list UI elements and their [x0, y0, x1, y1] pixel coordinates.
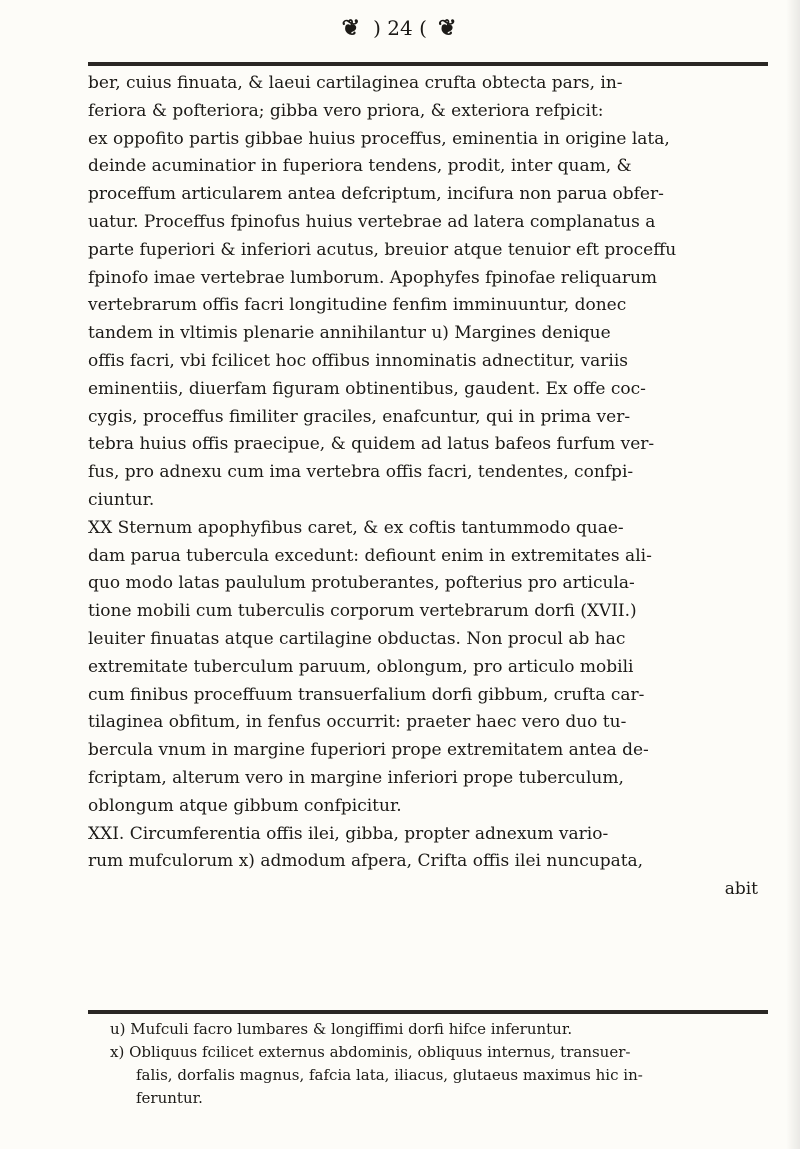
main-text: [88, 70, 778, 904]
text-line: rum mufculorum x) admodum afpera, Crifta offis ilei nuncupata,: [88, 851, 644, 872]
footnote-x-cont: feruntur.: [136, 1089, 203, 1107]
text-line: dam parua tubercula excedunt: defiount enim in extremitates ali-: [88, 545, 652, 566]
text-line: extremitate tuberculum paruum, oblongum, pro articulo mobili: [88, 656, 634, 677]
text-line: ex oppofito partis gibbae huius proceffus, eminentia in origine lata,: [88, 128, 670, 149]
footnotes: [110, 1018, 770, 1110]
text-line: ber, cuius finuata, & laeui cartilaginea crufta obtecta pars, in-: [88, 73, 623, 93]
text-line: quo modo latas paululum protuberantes, pofterius pro articula-: [88, 573, 635, 594]
text-line: proceffum articularem antea defcriptum, incifura non parua obfer-: [88, 184, 664, 205]
left-ornament-icon: ❦: [341, 15, 363, 41]
text-line: eminentiis, diuerfam figuram obtinentibus, gaudent. Ex offe coc-: [88, 378, 646, 399]
text-line: uatur. Proceffus fpinofus huius vertebrae ad latera complanatus a: [88, 211, 656, 232]
text-line: vertebrarum offis facri longitudine fenfim imminuuntur, donec: [88, 295, 627, 316]
text-line: ciuntur.: [88, 489, 155, 510]
footnote-u: u) Mufculi facro lumbares & longiffimi dorfi hifce inferuntur.: [110, 1020, 573, 1038]
text-line: tebra huius offis praecipue, & quidem ad latus bafeos furfum ver-: [88, 434, 655, 455]
section-xxi-line: XXI. Circumferentia offis ilei, gibba, propter adnexum vario-: [88, 823, 609, 844]
section-xx-line: XX Sternum apophyfibus caret, & ex coftis tantummodo quae-: [88, 517, 624, 538]
catchword: abit: [724, 879, 758, 900]
text-line: tilaginea obfitum, in fenfus occurrit: praeter haec vero duo tu-: [88, 712, 627, 733]
right-ornament-icon: ❦: [437, 15, 459, 41]
text-line: offis facri, vbi fcilicet hoc offibus innominatis adnectitur, variis: [88, 350, 629, 371]
footnote-x: x) Obliquus fcilicet externus abdominis, obliquus internus, transuer-: [110, 1043, 631, 1061]
page-number: ) 24 (: [373, 16, 427, 40]
text-line: tandem in vltimis plenarie annihilantur u) Margines denique: [88, 323, 611, 344]
text-line: tione mobili cum tuberculis corporum vertebrarum dorfi (XVII.): [88, 601, 637, 622]
text-line: cygis, proceffus fimiliter graciles, enafcuntur, qui in prima ver-: [88, 406, 631, 427]
text-line: deinde acuminatior in fuperiora tendens, prodit, inter quam, &: [88, 156, 632, 177]
text-line: fcriptam, alterum vero in margine inferiori prope tuberculum,: [88, 767, 624, 788]
text-line: bercula vnum in margine fuperiori prope extremitatem antea de-: [88, 740, 649, 761]
text-line: parte fuperiori & inferiori acutus, breuior atque tenuior eft proceffu: [88, 239, 677, 260]
text-line: oblongum atque gibbum confpicitur.: [88, 795, 402, 816]
text-line: feriora & pofteriora; gibba vero priora, & exteriora refpicit:: [88, 100, 604, 121]
running-header: [0, 8, 800, 48]
text-line: fus, pro adnexu cum ima vertebra offis facri, tendentes, confpi-: [88, 462, 634, 483]
text-line: cum finibus proceffuum transuerfalium dorfi gibbum, crufta car-: [88, 684, 645, 705]
header-rule: [88, 62, 768, 66]
footnote-rule: [88, 1010, 768, 1014]
footnote-x-cont: falis, dorfalis magnus, fafcia lata, iliacus, glutaeus maximus hic in-: [136, 1066, 643, 1084]
text-line: fpinofo imae vertebrae lumborum. Apophyfes fpinofae reliquarum: [88, 267, 658, 288]
text-line: leuiter finuatas atque cartilagine obductas. Non procul ab hac: [88, 628, 626, 649]
